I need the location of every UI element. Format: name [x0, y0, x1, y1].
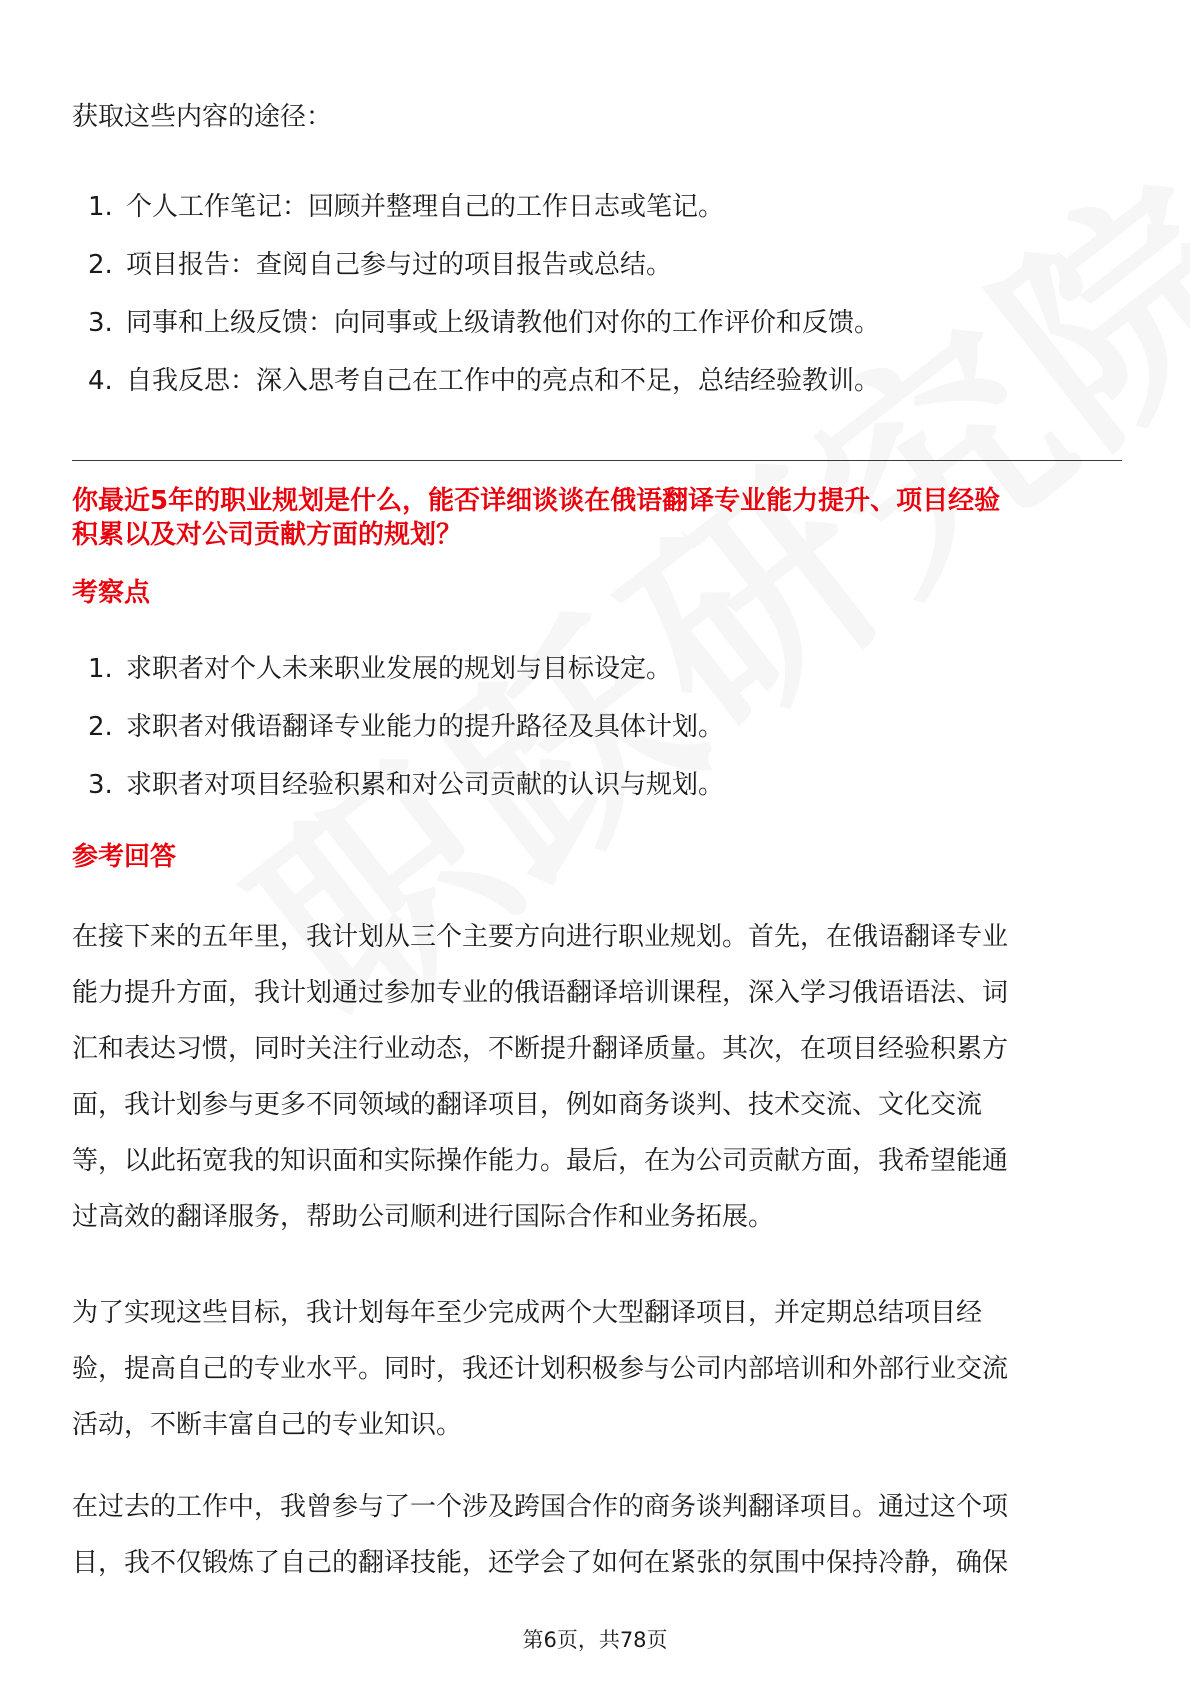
- list-text: 自我反思：深入思考自己在工作中的亮点和不足，总结经验教训。: [126, 366, 881, 396]
- paragraph-line: 能力提升方面，我计划通过参加专业的俄语翻译培训课程，深入学习俄语语法、词: [72, 978, 1009, 1008]
- list-text: 项目报告：查阅自己参与过的项目报告或总结。: [126, 250, 673, 280]
- answer-paragraph: [72, 1296, 1122, 1464]
- section-divider: [72, 460, 1122, 461]
- paragraph-line: 在接下来的五年里，我计划从三个主要方向进行职业规划。首先，在俄语翻译专业: [72, 922, 1009, 952]
- list-number: 1.: [88, 192, 113, 222]
- list-text: 求职者对俄语翻译专业能力的提升路径及具体计划。: [126, 712, 725, 742]
- answer-paragraph: [72, 1490, 1122, 1602]
- assessment-heading: 考察点: [72, 578, 151, 608]
- paragraph-line: 过高效的翻译服务，帮助公司顺利进行国际合作和业务拓展。: [72, 1202, 775, 1232]
- list-number: 4.: [88, 366, 113, 396]
- list-item: [72, 768, 1122, 826]
- list-item: [72, 306, 1122, 364]
- list-item: [72, 710, 1122, 768]
- paragraph-line: 验，提高自己的专业水平。同时，我还计划积极参与公司内部培训和外部行业交流: [72, 1354, 1009, 1384]
- paragraph-line: 在过去的工作中，我曾参与了一个涉及跨国合作的商务谈判翻译项目。通过这个项: [72, 1492, 1009, 1522]
- sources-list: [72, 190, 1122, 422]
- list-item: [72, 248, 1122, 306]
- page-number: 第6页，共78页: [522, 1628, 668, 1652]
- list-number: 2.: [88, 712, 113, 742]
- list-text: 个人工作笔记：回顾并整理自己的工作日志或笔记。: [126, 192, 725, 222]
- list-text: 求职者对项目经验积累和对公司贡献的认识与规划。: [126, 770, 725, 800]
- list-number: 3.: [88, 770, 113, 800]
- list-item: [72, 652, 1122, 710]
- paragraph-line: 等，以此拓宽我的知识面和实际操作能力。最后，在为公司贡献方面，我希望能通: [72, 1146, 1009, 1176]
- paragraph-line: 面，我计划参与更多不同领域的翻译项目，例如商务谈判、技术交流、文化交流: [72, 1090, 983, 1120]
- paragraph-line: 目，我不仅锻炼了自己的翻译技能，还学会了如何在紧张的氛围中保持冷静，确保: [72, 1548, 1009, 1578]
- list-item: [72, 364, 1122, 422]
- list-number: 2.: [88, 250, 113, 280]
- answer-paragraph: [72, 920, 1122, 1256]
- question-line: 积累以及对公司贡献方面的规划？: [72, 520, 463, 550]
- paragraph-line: 为了实现这些目标，我计划每年至少完成两个大型翻译项目，并定期总结项目经: [72, 1298, 983, 1328]
- list-text: 同事和上级反馈：向同事或上级请教他们对你的工作评价和反馈。: [126, 308, 881, 338]
- paragraph-line: 活动，不断丰富自己的专业知识。: [72, 1410, 463, 1440]
- list-item: [72, 190, 1122, 248]
- list-number: 1.: [88, 654, 113, 684]
- question-line: 你最近5年的职业规划是什么，能否详细谈谈在俄语翻译专业能力提升、项目经验: [72, 486, 1001, 516]
- paragraph-line: 汇和表达习惯，同时关注行业动态，不断提升翻译质量。其次，在项目经验积累方: [72, 1034, 1009, 1064]
- assessment-list: [72, 652, 1122, 826]
- list-number: 3.: [88, 308, 113, 338]
- interview-question: [72, 484, 1122, 552]
- list-text: 求职者对个人未来职业发展的规划与目标设定。: [126, 654, 673, 684]
- sources-intro: 获取这些内容的途径：: [72, 102, 333, 132]
- answer-heading: 参考回答: [72, 842, 177, 872]
